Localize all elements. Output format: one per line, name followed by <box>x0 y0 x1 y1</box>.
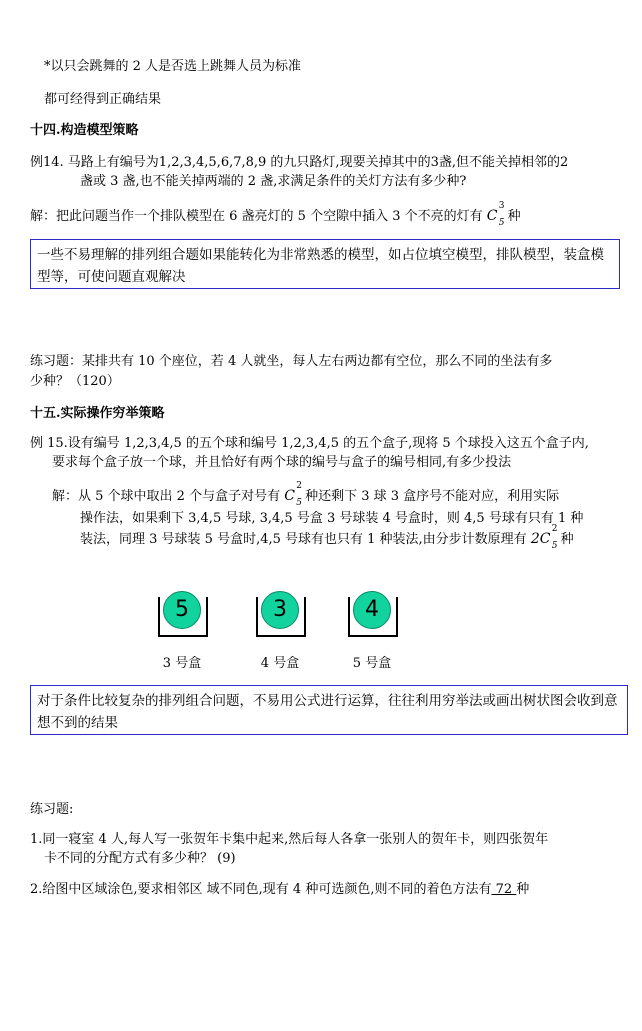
ball-icon: 4 <box>353 591 391 629</box>
combination-formula: C 3 5 <box>486 201 505 228</box>
ball-icon: 5 <box>163 591 201 629</box>
text-line: 都可经得到正确结果 <box>44 92 162 107</box>
exercise-14-line2: 少种？（120） <box>30 374 120 389</box>
example-14-line2: 盏或 3 盏,也不能关掉两端的 2 盏,求满足条件的关灯方法有多少种? <box>80 174 467 189</box>
solution-14-suffix: 种 <box>507 209 521 224</box>
solution-14-text: 解：把此问题当作一个排队模型在 6 盏亮灯的 5 个空隙中插入 3 个不亮的灯有 <box>30 209 483 224</box>
box-figure <box>348 597 398 637</box>
ball-icon: 3 <box>261 591 299 629</box>
solution-15-line2: 操作法，如果剩下 3,4,5 号球, 3,4,5 号盒 3 号球装 4 号盒时，则 4,5 号球有只有 1 种 <box>80 511 584 526</box>
solution-15-line3: 装法，同理 3 号球装 5 号盒时,4,5 号球有也只有 1 种装法,由分步计数原理有 2C 2 5 种 <box>80 524 574 551</box>
solution-14 <box>30 201 521 228</box>
section-heading-15: 十五.实际操作穷举策略 <box>30 406 165 421</box>
example-15-line2: 要求每个盒子放一个球，并且恰好有两个球的编号与盒子的编号相同,有多少投法 <box>52 455 512 470</box>
example-15-line1: 例 15.设有编号 1,2,3,4,5 的五个球和编号 1,2,3,4,5 的五个盒子,现将 5 个球投入这五个盒子内, <box>30 436 589 451</box>
text-line: *以只会跳舞的 2 人是否选上跳舞人员为标准 <box>44 59 302 74</box>
strategy-box-14: 一些不易理解的排列组合题如果能转化为非常熟悉的模型，如占位填空模型，排队模型，装盒模型等，可使问题直观解决 <box>30 239 620 289</box>
box-label: 3 号盒 <box>162 656 202 671</box>
exercise-q1-line1: 1.同一寝室 4 人,每人写一张贺年卡集中起来,然后每人各拿一张别人的贺年卡，则四张贺年 <box>30 832 549 847</box>
combination-formula: C 2 5 <box>284 481 302 508</box>
solution-15-line1: 解：从 5 个球中取出 2 个与盒子对号有 C 2 5 种还剩下 3 球 3 盒序号不能对应，利用实际 <box>52 481 560 508</box>
box-figure <box>256 597 306 637</box>
box-label: 4 号盒 <box>260 656 300 671</box>
box-label: 5 号盒 <box>352 656 392 671</box>
box-figure <box>158 597 208 637</box>
section-heading-14: 十四.构造模型策略 <box>30 123 139 138</box>
exercises-title: 练习题: <box>30 802 74 817</box>
exercise-q1-line2: 卡不同的分配方式有多少种？ (9) <box>44 851 236 866</box>
answer-blank: 72 <box>491 882 517 897</box>
exercise-14-line1: 练习题：某排共有 10 个座位，若 4 人就坐，每人左右两边都有空位，那么不同的坐法有多 <box>30 354 553 369</box>
example-14-line1: 例14. 马路上有编号为1,2,3,4,5,6,7,8,9 的九只路灯,现要关掉其中的3盏,但不能关掉相邻的2 <box>30 155 569 170</box>
exercise-q2: 2.给图中区域涂色,要求相邻区 域不同色,现有 4 种可选颜色,则不同的着色方法有 72 种 <box>30 882 530 897</box>
strategy-box-15: 对于条件比较复杂的排列组合问题，不易用公式进行运算，往往利用穷举法或画出树状图会收到意想不到的结果 <box>30 685 628 735</box>
combination-formula: 2C 2 5 <box>530 524 558 551</box>
